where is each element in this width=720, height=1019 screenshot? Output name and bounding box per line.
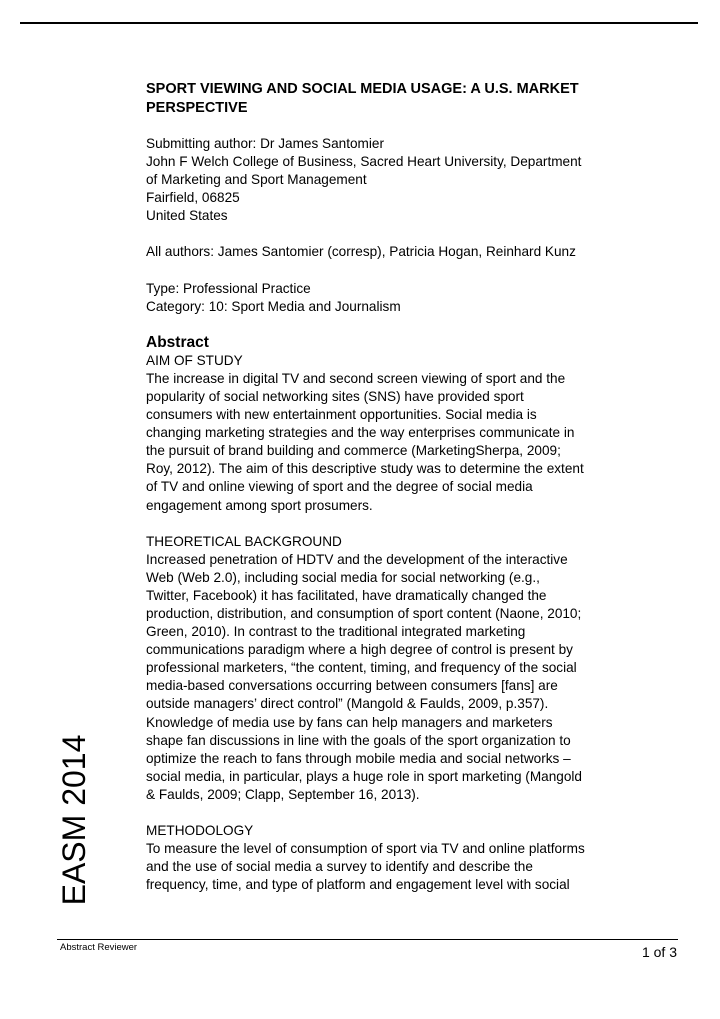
body-line: Green, 2010). In contrast to the traditional integrated marketing bbox=[146, 624, 526, 640]
body-line: Twitter, Facebook) it has facilitated, have dramatically changed the bbox=[146, 587, 547, 603]
footer-label: Abstract Reviewer bbox=[60, 942, 138, 953]
body-line: Web (Web 2.0), including social media for social networking (e.g., bbox=[146, 569, 540, 585]
document-body bbox=[146, 80, 661, 912]
affiliation-line: John F Welch College of Business, Sacred Heart University, Department bbox=[146, 154, 582, 170]
body-line: changing marketing strategies and the way enterprises communicate in bbox=[146, 425, 575, 441]
title-line: SPORT VIEWING AND SOCIAL MEDIA USAGE: A U.S. MARKET bbox=[146, 81, 579, 97]
authors-block bbox=[146, 243, 661, 261]
section-heading: AIM OF STUDY bbox=[146, 352, 243, 368]
body-line: shape fan discussions in line with the goals of the sport organization to bbox=[146, 732, 571, 748]
submission-info bbox=[146, 135, 661, 225]
abstract-heading: Abstract bbox=[146, 333, 209, 351]
top-rule bbox=[20, 22, 698, 24]
body-line: Roy, 2012). The aim of this descriptive study was to determine the extent bbox=[146, 461, 584, 477]
watermark-text: EASM 2014 bbox=[56, 734, 92, 906]
country-line: United States bbox=[146, 208, 228, 224]
body-line: To measure the level of consumption of sport via TV and online platforms bbox=[146, 841, 585, 857]
type-block bbox=[146, 280, 661, 316]
body-line: the pursuit of brand building and commerce (MarketingSherpa, 2009; bbox=[146, 443, 561, 459]
affiliation-line: of Marketing and Sport Management bbox=[146, 172, 367, 188]
body-line: and the use of social media a survey to identify and describe the bbox=[146, 859, 533, 875]
body-line: professional marketers, “the content, timing, and frequency of the social bbox=[146, 660, 577, 676]
category-line: Category: 10: Sport Media and Journalism bbox=[146, 298, 401, 314]
submitting-author: Submitting author: Dr James Santomier bbox=[146, 136, 384, 151]
body-line: Knowledge of media use by fans can help managers and marketers bbox=[146, 714, 553, 730]
body-line: & Faulds, 2009; Clapp, September 16, 2013). bbox=[146, 786, 420, 802]
body-line: of TV and online viewing of sport and the degree of social media bbox=[146, 479, 533, 495]
type-line: Type: Professional Practice bbox=[146, 280, 311, 296]
conference-watermark bbox=[52, 732, 96, 909]
section-aim bbox=[146, 352, 661, 515]
section-theoretical-background bbox=[146, 533, 661, 804]
body-line: social media, in particular, plays a huge role in sport marketing (Mangold bbox=[146, 768, 582, 784]
body-line: frequency, time, and type of platform and engagement level with social bbox=[146, 877, 570, 893]
body-line: consumers with new entertainment opportunities. Social media is bbox=[146, 407, 537, 423]
footer-rule bbox=[57, 939, 678, 940]
section-heading: THEORETICAL BACKGROUND bbox=[146, 533, 342, 549]
body-line: The increase in digital TV and second screen viewing of sport and the bbox=[146, 370, 566, 386]
section-heading: METHODOLOGY bbox=[146, 823, 254, 838]
body-line: media-based conversations occurring between consumers [fans] are bbox=[146, 678, 558, 694]
body-line: outside managers’ direct control” (Mangold & Faulds, 2009, p.357). bbox=[146, 696, 549, 712]
section-methodology bbox=[146, 822, 661, 894]
page-number: 1 of 3 bbox=[641, 944, 677, 960]
authors-line: All authors: James Santomier (corresp), Patricia Hogan, Reinhard Kunz bbox=[146, 244, 576, 260]
body-line: Increased penetration of HDTV and the development of the interactive bbox=[146, 551, 568, 567]
body-line: communications paradigm where a high degree of control is present by bbox=[146, 642, 573, 658]
body-line: production, distribution, and consumption of sport content (Naone, 2010; bbox=[146, 605, 582, 621]
page-title bbox=[146, 80, 661, 117]
body-line: engagement among sport prosumers. bbox=[146, 497, 373, 513]
title-line: PERSPECTIVE bbox=[146, 99, 248, 116]
body-line: optimize the reach to fans through mobile media and social networks – bbox=[146, 750, 571, 766]
city-line: Fairfield, 06825 bbox=[146, 190, 240, 206]
body-line: popularity of social networking sites (SNS) have provided sport bbox=[146, 388, 524, 404]
